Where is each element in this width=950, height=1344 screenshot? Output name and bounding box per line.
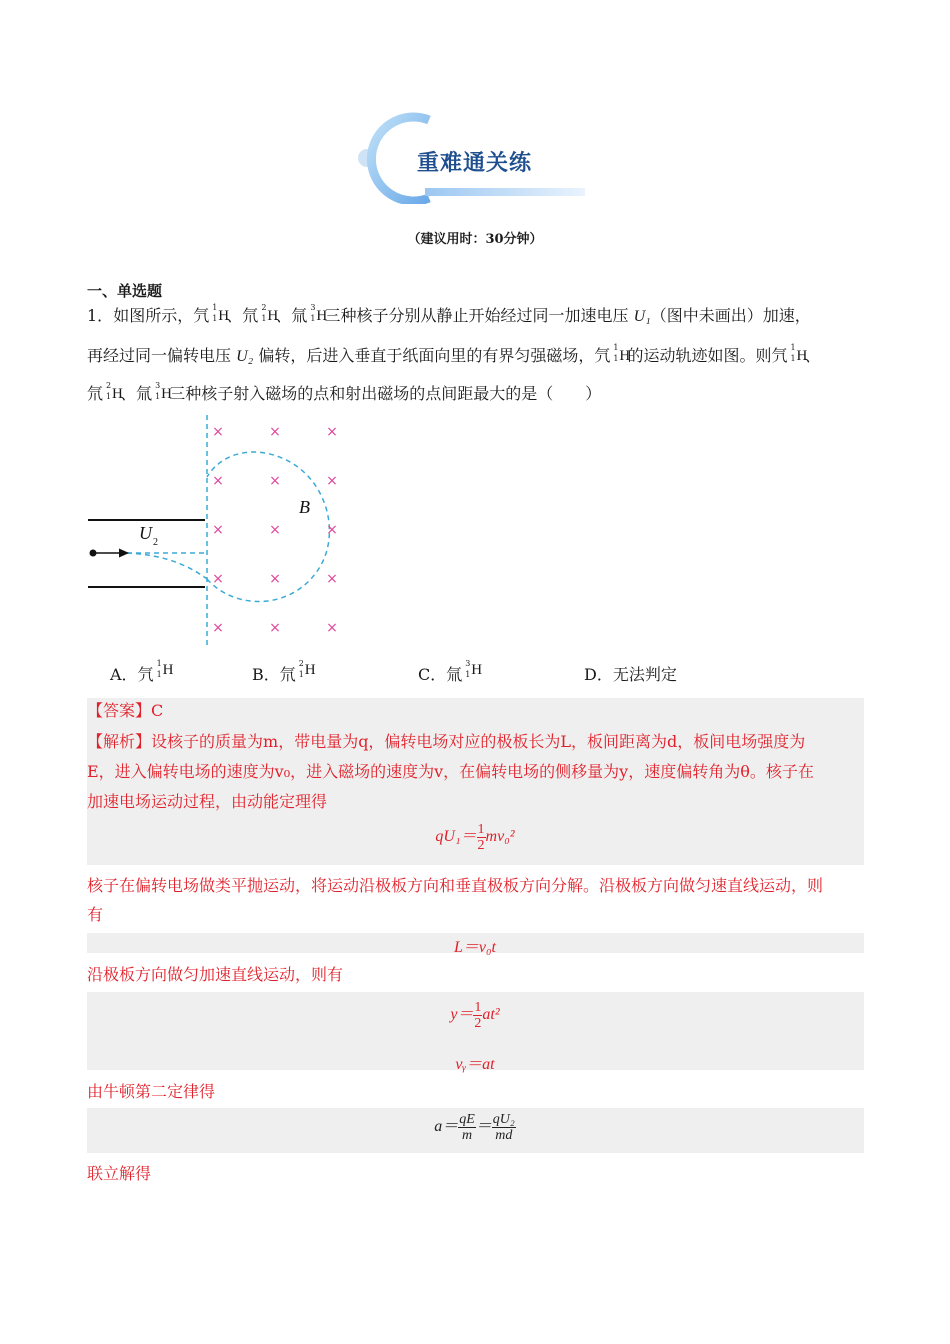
analysis-para-3: 沿极板方向做匀加速直线运动，则有 <box>87 965 344 984</box>
option-b[interactable]: B．氘 2 1 H <box>252 659 316 684</box>
analysis-para-4: 由牛顿第二定律得 <box>87 1082 216 1101</box>
arrowhead <box>119 549 129 558</box>
voltage-label: U <box>139 523 152 543</box>
title-banner <box>355 112 595 204</box>
option-a[interactable]: A．氕 1 1 H <box>110 659 174 684</box>
isotope-tritium: 3 1 H <box>155 381 172 402</box>
option-c[interactable]: C．氚 3 1 H <box>418 659 483 684</box>
isotope-tritium: 3 1 H <box>310 303 328 324</box>
field-cross: × <box>269 473 281 489</box>
field-cross: × <box>326 620 338 636</box>
field-cross: × <box>269 424 281 440</box>
equation-newton: a＝ $\frac{qE}{m}$ ＝ $\frac{\text{qU₂}}{md}$ <box>434 1112 515 1143</box>
field-cross: × <box>326 473 338 489</box>
isotope-protium: 1 1 H <box>790 343 808 364</box>
deflection-path <box>127 553 207 579</box>
field-cross: × <box>212 571 224 587</box>
option-d[interactable]: D．无法判定 <box>584 665 677 684</box>
question-number: 1． <box>87 306 114 325</box>
analysis-line-3: 加速电场运动过程，由动能定理得 <box>87 792 328 811</box>
field-cross: × <box>212 424 224 440</box>
field-cross: × <box>269 522 281 538</box>
field-cross: × <box>212 522 224 538</box>
question-line-2: 再经过同一偏转电压 U₂ 偏转，后进入垂直于纸面向里的有界匀强磁场，氕 1 1 H 的运动轨迹如图。则氕 1 1 H 、 <box>87 343 821 365</box>
answer-line: 【答案】C <box>87 701 164 720</box>
field-cross: × <box>326 571 338 587</box>
field-cross: × <box>326 424 338 440</box>
analysis-tag: 【解析】 <box>87 732 152 751</box>
analysis-para-2-line-1: 核子在偏转电场做类平抛运动，将运动沿极板方向和垂直极板方向分解。沿极板方向做匀速直线运动，则 <box>87 876 824 895</box>
question-line-3: 氘 2 1 H 、氚 3 1 H 三种核子射入磁场的点和射出磁场的点间距最大的是（ ） <box>87 381 602 403</box>
voltage-u1: U₁ <box>633 308 651 325</box>
field-label-b: B <box>299 497 310 517</box>
question-line-1: 1．如图所示，氕 1 1 H 、氘 2 1 H 、氚 3 1 H 三种核子分别从静止开始经过同一加速电压 U₁（图中未画出）加速， <box>87 303 811 325</box>
analysis-line-2: E，进入偏转电场的速度为v₀，进入磁场的速度为v，在偏转电场的侧移量为y，速度偏转角为θ。核子在 <box>87 762 814 781</box>
analysis-line-1: 【解析】设核子的质量为m，带电量为q，偏转电场对应的极板长为L，板间距离为d，板间电场强度为 <box>87 732 806 751</box>
analysis-para-5: 联立解得 <box>87 1164 152 1183</box>
equation-energy: qU₁＝ $\frac{1}{2}$ mv₀² <box>435 822 515 853</box>
field-cross: × <box>212 473 224 489</box>
equation-displacement: y＝ $\frac{1}{2}$ at² <box>450 1000 500 1031</box>
field-cross: × <box>269 571 281 587</box>
time-hint: （建议用时：30分钟） <box>407 232 543 247</box>
field-cross: × <box>269 620 281 636</box>
field-cross: × <box>326 522 338 538</box>
field-diagram <box>85 415 360 650</box>
voltage-u2: U₂ <box>236 348 254 365</box>
equation-velocity: vᵧ＝at <box>455 1056 495 1073</box>
equation-uniform: L＝v₀t <box>453 939 496 956</box>
isotope-protium: 1 1 H <box>212 303 230 324</box>
voltage-subscript: 2 <box>153 537 158 548</box>
magnetic-field-crosses <box>212 424 338 636</box>
field-cross: × <box>212 620 224 636</box>
physics-figure <box>85 415 360 650</box>
isotope-protium: 1 1 H <box>613 343 631 364</box>
isotope-deuterium: 2 1 H <box>106 381 123 402</box>
banner-title: 重难通关练 <box>417 151 533 176</box>
section-heading: 一、单选题 <box>87 282 163 300</box>
isotope-deuterium: 2 1 H <box>261 303 279 324</box>
analysis-para-2-line-2: 有 <box>87 905 104 924</box>
